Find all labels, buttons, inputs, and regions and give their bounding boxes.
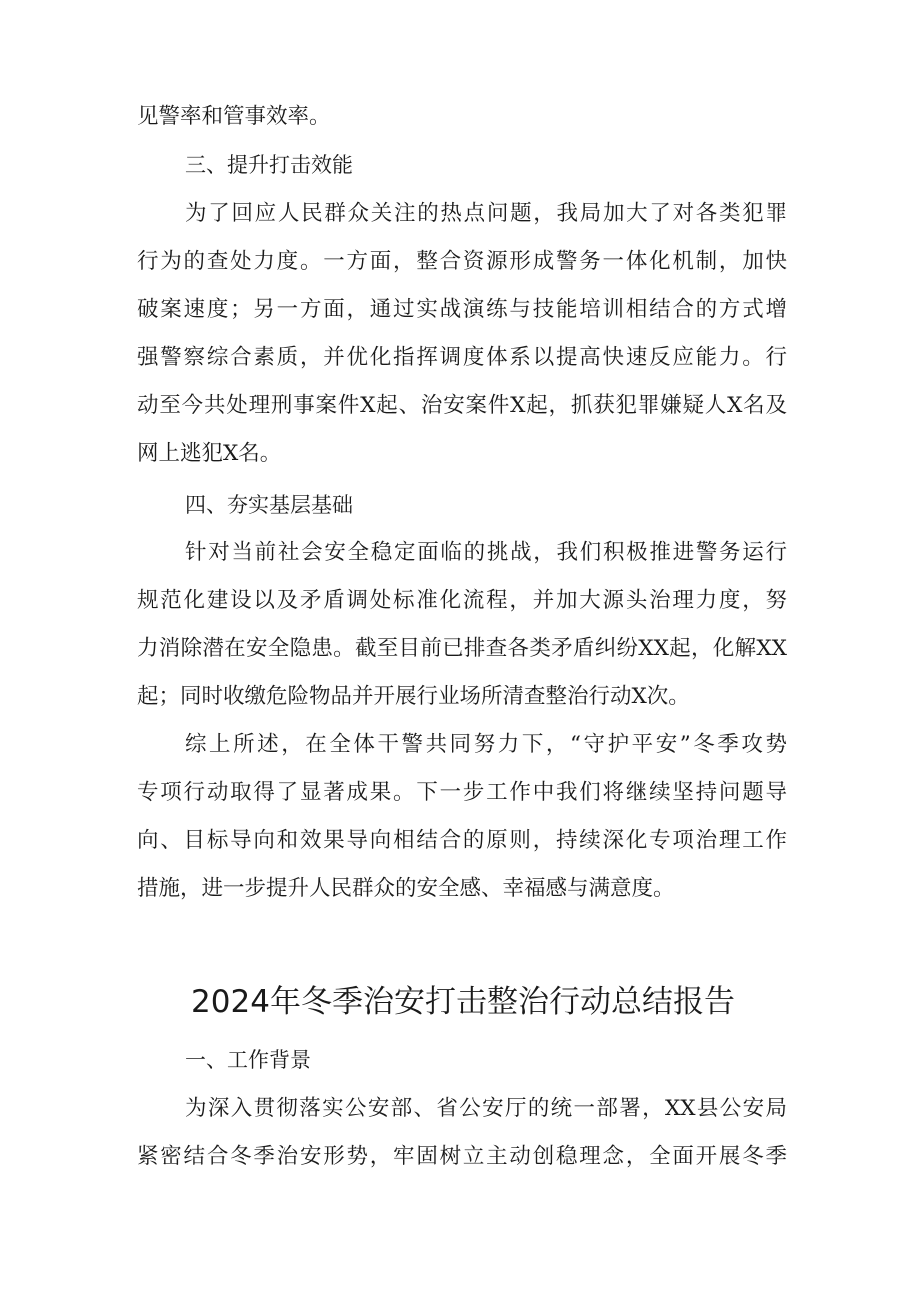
section-heading: 一、工作背景 [185,1048,311,1072]
section-heading: 四、夯实基层基础 [185,493,353,517]
paragraph-line: 行为的查处力度。一方面，整合资源形成警务一体化机制，加快 [137,249,787,274]
paragraph-line: 针对当前社会安全稳定面临的挑战，我们积极推进警务运行 [185,540,787,565]
paragraph-line: 紧密结合冬季治安形势，牢固树立主动创稳理念，全面开展冬季 [137,1144,787,1169]
paragraph-line: 规范化建设以及矛盾调处标准化流程，并加大源头治理力度，努 [137,588,787,613]
paragraph-line: 起；同时收缴危险物品并开展行业场所清查整治行动X次。 [137,684,690,709]
paragraph-line: 强警察综合素质，并优化指挥调度体系以提高快速反应能力。行 [137,345,787,370]
paragraph-line: 力消除潜在安全隐患。截至目前已排查各类矛盾纠纷XX起，化解XX [137,636,787,661]
paragraph-line: 破案速度；另一方面，通过实战演练与技能培训相结合的方式增 [137,297,787,322]
paragraph-line: 网上逃犯X名。 [137,441,282,466]
paragraph-line: 见警率和管事效率。 [137,104,331,129]
paragraph-line: 为深入贯彻落实公安部、省公安厅的统一部署，XX县公安局 [185,1096,787,1121]
paragraph-line: 措施，进一步提升人民群众的安全感、幸福感与满意度。 [137,876,675,901]
paragraph-line: 专项行动取得了显著成果。下一步工作中我们将继续坚持问题导 [137,780,787,805]
paragraph-line: 综上所述，在全体干警共同努力下，“守护平安”冬季攻势 [185,732,787,757]
paragraph-line: 为了回应人民群众关注的热点问题，我局加大了对各类犯罪 [185,201,787,226]
paragraph-line: 动至今共处理刑事案件X起、治安案件X起，抓获犯罪嫌疑人X名及 [137,393,787,418]
section-heading: 三、提升打击效能 [185,153,353,177]
paragraph-line: 向、目标导向和效果导向相结合的原则，持续深化专项治理工作 [137,828,787,853]
report-title: 2024年冬季治安打击整治行动总结报告 [191,984,735,1020]
